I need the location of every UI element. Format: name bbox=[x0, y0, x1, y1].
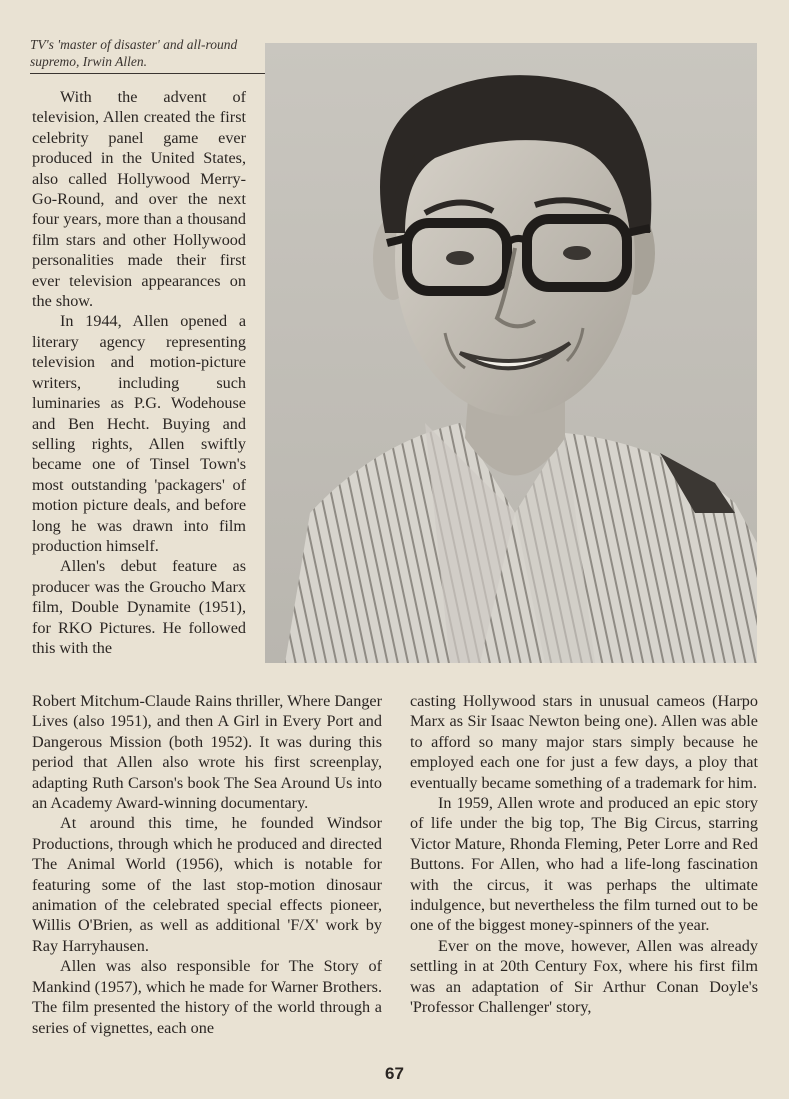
paragraph: Robert Mitchum-Claude Rains thriller, Where Danger Lives (also 1951), and then A Girl in Every Port and Dangerous Mission (both 1952). It was during this period that Allen also wrote his first screenplay, adapting Ruth Carson's book The Sea Around Us into an Academy Award-winning documentary. bbox=[32, 692, 382, 813]
portrait-photo bbox=[265, 43, 757, 663]
paragraph: Ever on the move, however, Allen was already settling in at 20th Century Fox, where his first film was an adaptation of Sir Arthur Conan Doyle's 'Professor Challenger' story, bbox=[410, 936, 758, 1017]
portrait-illustration bbox=[265, 43, 757, 663]
text-column-narrow bbox=[32, 87, 246, 658]
page-number: 67 bbox=[385, 1064, 404, 1083]
paragraph: Allen's debut feature as producer was the Groucho Marx film, Double Dynamite (1951), for RKO Pictures. He followed this with the bbox=[32, 557, 246, 657]
paragraph: In 1959, Allen wrote and produced an epic story of life under the big top, The Big Circus, starring Victor Mature, Rhonda Fleming, Peter Lorre and Red Buttons. For Allen, who had a life-long fascination with the circus, it was perhaps the ultimate indulgence, but nevertheless the film turned out to be one of the biggest money-spinners of the year. bbox=[410, 794, 758, 935]
paragraph: At around this time, he founded Windsor Productions, through which he produced and directed The Animal World (1956), which is notable for featuring some of the last stop-motion dinosaur animation of the celebrated special effects pioneer, Willis O'Brien, as well as additional 'F/X' work by Ray Harryhausen. bbox=[32, 814, 382, 955]
caption-rule bbox=[30, 73, 266, 74]
text-column-left bbox=[32, 691, 382, 1038]
paragraph: In 1944, Allen opened a literary agency representing television and motion-picture writers, including such luminaries as P.G. Wodehouse and Ben Hecht. Buying and selling rights, Allen swiftly became one of Tinsel Town's most outstanding 'packagers' of motion picture deals, and before long he was drawn into film production himself. bbox=[32, 312, 246, 555]
paragraph: casting Hollywood stars in unusual cameos (Harpo Marx as Sir Isaac Newton being one). Allen was able to afford so many major stars simply because he employed each one for just a few days, a ploy that eventually became something of a trademark for him. bbox=[410, 692, 758, 792]
text-column-right bbox=[410, 691, 758, 1018]
photo-caption: TV's 'master of disaster' and all-round supremo, Irwin Allen. bbox=[30, 37, 238, 69]
paragraph: Allen was also responsible for The Story of Mankind (1957), which he made for Warner Brothers. The film presented the history of the world through a series of vignettes, each one bbox=[32, 957, 382, 1037]
paragraph: With the advent of television, Allen created the first celebrity panel game ever produced in the United States, also called Hollywood Merry-Go-Round, and over the next four years, more than a thousand film stars and other Hollywood personalities made their first ever television appearances on the show. bbox=[32, 88, 246, 311]
